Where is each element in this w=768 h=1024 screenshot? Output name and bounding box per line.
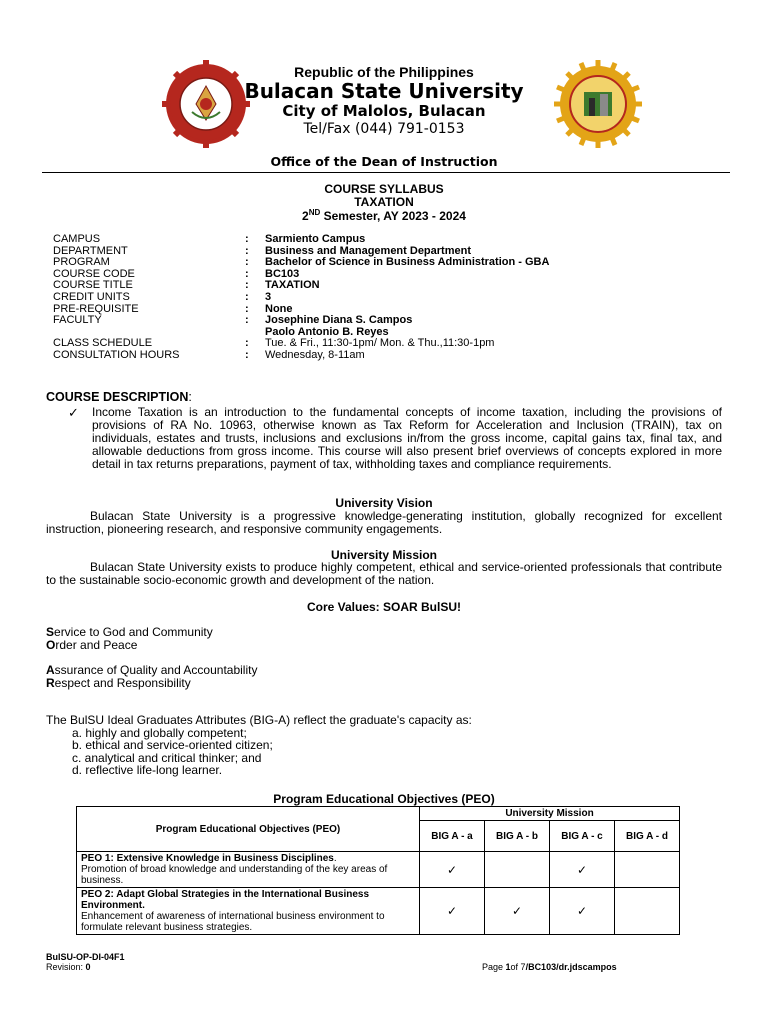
- check-icon: ✓: [550, 888, 615, 935]
- info-value: BC103: [265, 267, 300, 280]
- course-info-row: [53, 280, 685, 292]
- empty-cell: [615, 888, 680, 935]
- peo-col-big-a-b: BIG A - b: [485, 821, 550, 852]
- peo-col-header: Program Educational Objectives (PEO): [77, 807, 420, 852]
- syllabus-semester: 2ND Semester, AY 2023 - 2024: [302, 208, 466, 223]
- info-value: Paolo Antonio B. Reyes: [265, 325, 389, 338]
- info-colon: :: [245, 302, 249, 315]
- info-value: TAXATION: [265, 279, 320, 292]
- course-info-row: [53, 234, 685, 246]
- info-value: Wednesday, 8-11am: [265, 348, 365, 361]
- course-info-table: [53, 234, 685, 362]
- peo-col-big-a-c: BIG A - c: [550, 821, 615, 852]
- vision-text: Bulacan State University is a progressive knowledge-generating institution, globally recognized for excellent instruction, pioneering research, and responsive community engagements.: [46, 509, 722, 536]
- info-label: CREDIT UNITS: [53, 290, 130, 303]
- core-value-item: Service to God and Community: [46, 625, 213, 639]
- info-colon: :: [245, 348, 249, 361]
- check-icon: ✓: [485, 888, 550, 935]
- big-a-item: c. analytical and critical thinker; and: [72, 750, 262, 765]
- course-info-row: [53, 315, 685, 327]
- check-icon: ✓: [420, 888, 485, 935]
- header-country: Republic of the Philippines: [294, 64, 474, 80]
- info-label: CONSULTATION HOURS: [53, 348, 180, 361]
- table-row: [77, 852, 680, 888]
- info-colon: :: [245, 256, 249, 269]
- table-row: [77, 888, 680, 935]
- info-colon: :: [245, 244, 249, 257]
- info-value: Sarmiento Campus: [265, 233, 366, 245]
- info-label: FACULTY: [53, 314, 102, 327]
- info-label: PROGRAM: [53, 256, 110, 269]
- check-icon: ✓: [550, 852, 615, 888]
- header-university: Bulacan State University: [244, 79, 524, 103]
- header-office: Office of the Dean of Instruction: [270, 154, 498, 169]
- course-description-heading: COURSE DESCRIPTION:: [46, 390, 192, 404]
- peo-caption: Program Educational Objectives (PEO): [273, 792, 495, 806]
- info-value: Business and Management Department: [265, 244, 471, 257]
- mission-text: Bulacan State University exists to produce highly competent, ethical and service-oriented professionals that contribute to the sustainable socio-economic growth and development of the nation.: [46, 560, 722, 587]
- info-value: Bachelor of Science in Business Administration - GBA: [265, 256, 550, 269]
- core-value-item: Respect and Responsibility: [46, 676, 191, 690]
- empty-cell: [615, 852, 680, 888]
- header-city: City of Malolos, Bulacan: [282, 102, 486, 120]
- info-value: Josephine Diana S. Campos: [265, 314, 413, 327]
- info-colon: :: [245, 337, 249, 350]
- empty-cell: [485, 852, 550, 888]
- info-value: 3: [265, 290, 272, 303]
- info-label: COURSE TITLE: [53, 279, 133, 292]
- peo-group-header: University Mission: [420, 807, 680, 821]
- info-colon: :: [245, 314, 249, 327]
- course-info-row: [53, 269, 685, 281]
- info-label: CLASS SCHEDULE: [53, 337, 153, 350]
- peo-col-big-a-d: BIG A - d: [615, 821, 680, 852]
- footer-doc-code: BulSU-OP-DI-04F1: [46, 952, 125, 962]
- info-label: COURSE CODE: [53, 267, 135, 280]
- big-a-item: a. highly and globally competent;: [72, 725, 247, 740]
- big-a-item: b. ethical and service-oriented citizen;: [72, 738, 273, 753]
- mission-title: University Mission: [330, 548, 438, 562]
- peo-row-cell: PEO 1: Extensive Knowledge in Business Disciplines. Promotion of broad knowledge and understanding of the key areas of business.: [77, 852, 420, 888]
- vision-title: University Vision: [335, 496, 433, 510]
- peo-table: [76, 806, 680, 935]
- header-divider: [42, 172, 730, 173]
- syllabus-title: COURSE SYLLABUS: [324, 182, 444, 196]
- info-label: DEPARTMENT: [53, 244, 128, 257]
- header-telfax: Tel/Fax (044) 791-0153: [303, 121, 465, 137]
- info-colon: :: [245, 233, 249, 245]
- info-label: CAMPUS: [53, 233, 101, 245]
- core-value-item: Assurance of Quality and Accountability: [46, 663, 258, 677]
- syllabus-subject: TAXATION: [354, 195, 414, 209]
- info-value: Tue. & Fri., 11:30-1pm/ Mon. & Thu.,11:30-1pm: [265, 337, 495, 350]
- info-label: PRE-REQUISITE: [53, 302, 139, 315]
- info-value: None: [265, 302, 293, 315]
- check-icon: ✓: [420, 852, 485, 888]
- footer-page-number: Page 1of 7/BC103/dr.jdscampos: [482, 962, 617, 972]
- big-a-item: d. reflective life-long learner.: [72, 763, 223, 778]
- info-colon: :: [245, 279, 249, 292]
- core-values-title: Core Values: SOAR BulSU!: [306, 600, 462, 614]
- course-info-row: [53, 350, 685, 362]
- course-info-row: [53, 257, 685, 269]
- check-icon: ✓: [68, 405, 79, 420]
- core-value-item: Order and Peace: [46, 638, 138, 652]
- peo-col-big-a-a: BIG A - a: [420, 821, 485, 852]
- info-colon: :: [245, 267, 249, 280]
- info-colon: :: [245, 290, 249, 303]
- course-description-text: Income Taxation is an introduction to the fundamental concepts of income taxation, including the provisions of provisions of RA No. 10963, otherwise known as Tax Reform for Acceleration and Inclusion (TRAIN), tax on individuals, estates and trusts, inclusions and exclusions in/from the gross income, capital gains tax, final tax, and allowable deductions from gross income. This course will also present brief overviews of concepts explored in more detail in tax returns preparations, payment of tax, withholding taxes and compliance requirements.: [92, 405, 722, 471]
- footer-revision: Revision: 0: [46, 962, 91, 972]
- big-a-section: [46, 714, 472, 777]
- course-info-row: [53, 292, 685, 304]
- peo-row-cell: PEO 2: Adapt Global Strategies in the International Business Environment. Enhancement of awareness of international business environment to formulate relevant business strategies.: [77, 888, 420, 935]
- big-a-intro: The BulSU Ideal Graduates Attributes (BIG-A) reflect the graduate's capacity as:: [46, 713, 472, 727]
